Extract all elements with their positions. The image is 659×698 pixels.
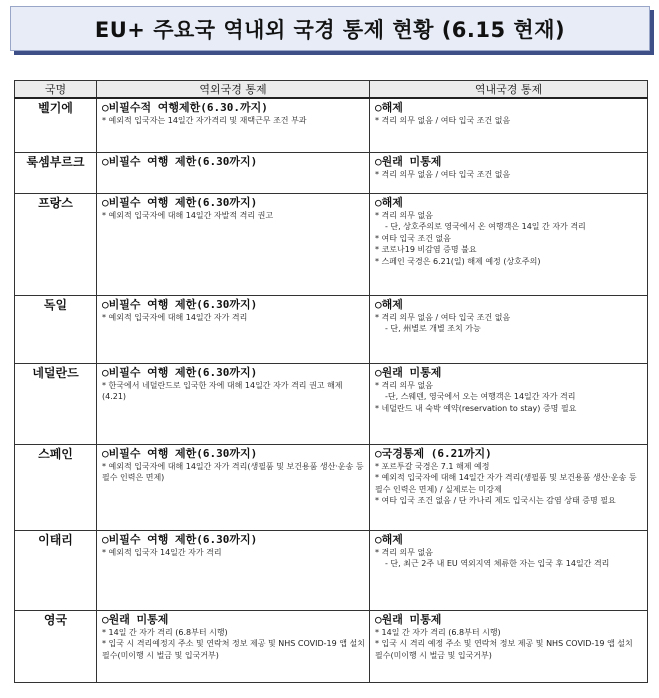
external-control-cell xyxy=(97,98,370,152)
header-country: 국명 xyxy=(15,81,97,99)
internal-control-cell xyxy=(370,152,648,193)
border-control-table xyxy=(14,80,648,683)
internal-note: - 단, 최근 2주 내 EU 역외지역 체류한 자는 입국 후 14일간 격리 xyxy=(385,559,610,568)
internal-status: ○국경통제 (6.21까지) xyxy=(375,446,492,460)
internal-note: * 격리 의무 없음 xyxy=(375,547,433,557)
internal-status: ○해제 xyxy=(375,101,403,114)
internal-note: * 네덜란드 내 숙박 예약(reservation to stay) 증명 필요 xyxy=(375,403,577,413)
external-control-cell xyxy=(97,444,370,530)
internal-control-cell xyxy=(370,444,648,530)
external-note: * 예외적 입국자에 대해 14일간 자가 격리 xyxy=(102,312,248,322)
table-row xyxy=(15,295,648,363)
internal-note: -단, 스웨덴, 영국에서 오는 여행객은 14일간 자가 격리 xyxy=(385,392,576,401)
country-name: 룩셈부르크 xyxy=(15,152,97,193)
internal-control-cell xyxy=(370,610,648,682)
header-external: 역외국경 통제 xyxy=(97,81,370,99)
external-control-cell xyxy=(97,363,370,444)
internal-note: * 격리 의무 없음 xyxy=(375,380,433,390)
internal-note: * 14일 간 자가 격리 (6.8부터 시행) xyxy=(375,627,501,637)
internal-control-cell xyxy=(370,530,648,610)
external-control-cell xyxy=(97,193,370,295)
external-note: * 예외적 입국자 14일간 자가 격리 xyxy=(102,547,222,557)
header-internal: 역내국경 통제 xyxy=(370,81,648,99)
external-status: ○비필수 여행 제한(6.30까지) xyxy=(102,195,258,209)
internal-note: * 입국 시 격리 예정 주소 및 연락처 정보 제공 및 NHS COVID-19 앱 설치 필수(미이행 시 벌금 및 입국거부) xyxy=(375,639,633,660)
internal-status: ○해제 xyxy=(375,297,403,311)
internal-note: * 코로나19 비감염 증명 불요 xyxy=(375,245,477,254)
internal-note: * 격리 의무 없음 / 여타 입국 조건 없음 xyxy=(375,116,511,125)
internal-note: - 단, 상호주의로 영국에서 온 여행객은 14일 간 자가 격리 xyxy=(385,222,586,231)
table-row xyxy=(15,193,648,295)
internal-note: * 격리 의무 없음 / 여타 입국 조건 없음 xyxy=(375,312,511,322)
table-row xyxy=(15,444,648,530)
external-note: * 한국에서 네덜란드로 입국한 자에 대해 14일간 자가 격리 권고 해제(4.21) xyxy=(102,380,343,401)
internal-control-cell xyxy=(370,363,648,444)
country-name: 이태리 xyxy=(15,530,97,610)
internal-control-cell xyxy=(370,193,648,295)
internal-note: * 격리 의무 없음 / 여타 입국 조건 없음 xyxy=(375,169,511,179)
external-note: * 예외적 입국자에 대해 14일간 자가 격리(생필품 및 보건용품 생산·운송 등 필수 인력은 면제) xyxy=(102,461,364,482)
internal-status: ○해제 xyxy=(375,532,403,546)
table-row xyxy=(15,98,648,152)
internal-note: * 포르투갈 국경은 7.1 해제 예정 xyxy=(375,461,490,471)
title-box xyxy=(10,6,650,51)
country-name: 스페인 xyxy=(15,444,97,530)
internal-note: - 단, 州별로 개별 조치 가능 xyxy=(385,324,481,333)
country-name: 독일 xyxy=(15,295,97,363)
external-control-cell xyxy=(97,152,370,193)
internal-control-cell xyxy=(370,98,648,152)
external-note: * 예외적 입국자는 14일간 자가격리 및 재택근무 조건 부과 xyxy=(102,116,307,125)
external-status: ○비필수 여행 제한(6.30까지) xyxy=(102,154,258,168)
internal-status: ○원래 미통제 xyxy=(375,154,442,168)
table-row xyxy=(15,152,648,193)
external-status: ○비필수 여행 제한(6.30까지) xyxy=(102,532,258,546)
internal-note: * 격리 의무 없음 xyxy=(375,210,433,220)
page-title: EU+ 주요국 역내외 국경 통제 현황 (6.15 현재) xyxy=(94,17,566,42)
external-note: * 14일 간 자가 격리 (6.8부터 시행) xyxy=(102,627,228,637)
external-note: * 입국 시 격리예정지 주소 및 연락처 정보 제공 및 NHS COVID-19 앱 설치 필수(미이행 시 벌금 및 입국거부) xyxy=(102,639,365,660)
internal-status: ○해제 xyxy=(375,195,403,209)
external-control-cell xyxy=(97,610,370,682)
external-note: * 예외적 입국자에 대해 14일간 자발적 격리 권고 xyxy=(102,210,274,220)
internal-control-cell xyxy=(370,295,648,363)
external-status: ○비필수 여행 제한(6.30까지) xyxy=(102,446,258,460)
external-status: ○비필수 여행 제한(6.30까지) xyxy=(102,365,258,379)
internal-status: ○원래 미통제 xyxy=(375,365,442,379)
table-row xyxy=(15,610,648,682)
country-name: 네덜란드 xyxy=(15,363,97,444)
external-control-cell xyxy=(97,295,370,363)
internal-note: * 여타 입국 조건 없음 / 단 카나리 제도 입국시는 감염 상태 증명 필요 xyxy=(375,496,616,505)
table-header-row xyxy=(15,81,648,99)
internal-status: ○원래 미통제 xyxy=(375,612,442,626)
external-status: ○원래 미통제 xyxy=(102,612,169,626)
country-name: 프랑스 xyxy=(15,193,97,295)
external-status: ○비필수적 여행제한(6.30.까지) xyxy=(102,101,268,114)
external-status: ○비필수 여행 제한(6.30까지) xyxy=(102,297,258,311)
table-row xyxy=(15,530,648,610)
table-row xyxy=(15,363,648,444)
external-control-cell xyxy=(97,530,370,610)
country-name: 벨기에 xyxy=(15,98,97,152)
internal-note: * 예외적 입국자에 대해 14일간 자가 격리(생필품 및 보건용품 생산·운송 등 필수 인력은 면제) / 실제로는 미강제 xyxy=(375,473,637,494)
country-name: 영국 xyxy=(15,610,97,682)
internal-note: * 여타 입국 조건 없음 xyxy=(375,233,451,243)
internal-note: * 스페인 국경은 6.21(일) 해제 예정 (상호주의) xyxy=(375,256,541,266)
